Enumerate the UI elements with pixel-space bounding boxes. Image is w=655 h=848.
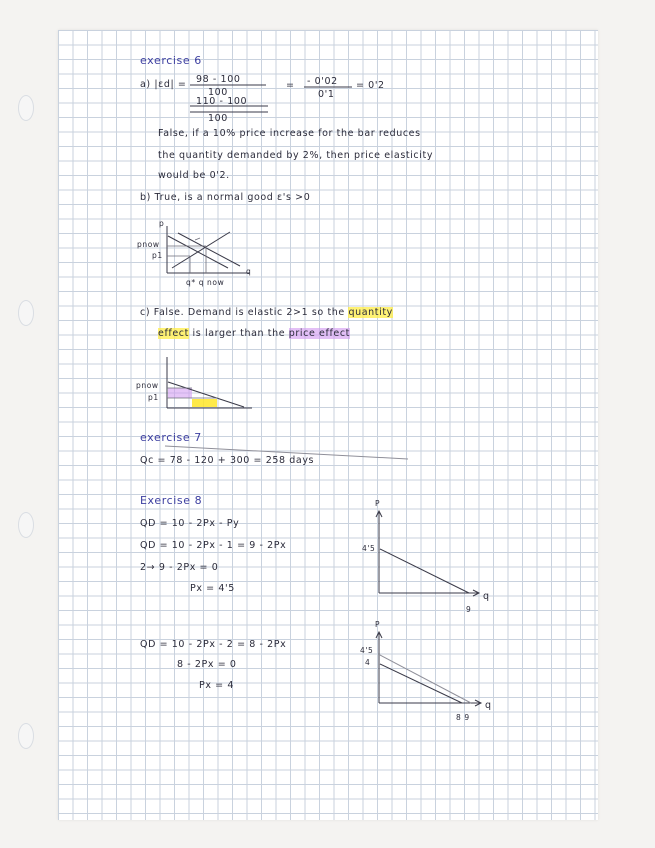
- part-c-line-2: [158, 329, 350, 339]
- exercise-8-title: Exercise 8: [140, 494, 203, 507]
- quantity-effect-area: [192, 399, 217, 407]
- exercise-6-title: exercise 6: [140, 54, 202, 67]
- ex8-equation-6: 8 - 2Px = 0: [177, 659, 237, 670]
- graph1-q-intercept: 9: [466, 605, 472, 614]
- graph-c-p1-label: p1: [148, 393, 159, 402]
- exercise-7-title: exercise 7: [140, 431, 202, 444]
- graph2-q-axis-label: q: [485, 700, 492, 711]
- part-c-larger: larger than the: [204, 328, 289, 339]
- part-a-line-3: would be 0'2.: [158, 170, 230, 181]
- part-a-result: = 0'2: [356, 80, 385, 91]
- graph-b-q-labels: q* q now: [186, 278, 225, 287]
- graph-b-p-axis-label: p: [159, 219, 165, 228]
- graph-b-pnew-label: pnow: [137, 240, 160, 249]
- graph-b-q-axis-label: q: [246, 267, 252, 276]
- graph2-p-top: 4'5: [360, 646, 374, 655]
- ex8-equation-3: 2→ 9 - 2Px = 0: [140, 562, 219, 573]
- highlight-price-effect: price effect: [288, 328, 350, 339]
- part-a-denominator: 110 - 100: [196, 96, 248, 107]
- graph-b: [167, 226, 250, 273]
- part-c-line-1-text: c) False. Demand is elastic 2>1 so the: [140, 307, 349, 318]
- ex8-equation-2: QD = 10 - 2Px - 1 = 9 - 2Px: [140, 540, 287, 551]
- exercise-7-line: Qc = 78 - 120 + 300 = 258 days: [140, 455, 315, 466]
- part-a-numerator-denominator: 100: [208, 87, 228, 98]
- highlight-effect: effect: [158, 328, 189, 339]
- part-a-numerator: 98 - 100: [196, 74, 241, 85]
- ex8-equation-4: Px = 4'5: [190, 583, 235, 594]
- part-a-fraction2-denominator: 0'1: [318, 89, 335, 100]
- graph-ex8-2: [376, 632, 481, 706]
- price-effect-area: [168, 388, 192, 398]
- graph-c-pnew-label: pnow: [136, 381, 159, 390]
- ex8-equation-1: QD = 10 - 2Px - Py: [140, 518, 240, 529]
- part-a-line-1: False, if a 10% price increase for the bar reduces: [158, 128, 421, 139]
- ex8-equation-7: Px = 4: [199, 680, 234, 691]
- graph2-q-intercept: 8 9: [456, 713, 470, 722]
- graph-c: [167, 357, 252, 408]
- part-c-line-1: [140, 308, 393, 318]
- graph1-p-axis-label: P: [375, 499, 381, 508]
- graph2-p-intercept: 4: [365, 658, 371, 667]
- part-a-line-2: the quantity demanded by 2%, then price elasticity: [158, 150, 434, 161]
- part-a-denominator-denominator: 100: [208, 113, 228, 124]
- part-c-is: is: [188, 328, 205, 339]
- part-a-fraction2-numerator: - 0'02: [307, 76, 338, 87]
- highlight-quantity: quantity: [348, 307, 393, 318]
- part-a-lhs: a) |εd| =: [140, 79, 187, 90]
- graph1-q-axis-label: q: [483, 591, 490, 602]
- graph-ex8-1: [376, 511, 479, 596]
- part-b-line: b) True, is a normal good ε's >0: [140, 192, 311, 203]
- ex8-equation-5: QD = 10 - 2Px - 2 = 8 - 2Px: [140, 639, 287, 650]
- graph2-p-axis-label: P: [375, 620, 381, 629]
- graph-b-p1-label: p1: [152, 251, 163, 260]
- part-a-equals: =: [286, 80, 295, 91]
- graph1-p-intercept: 4'5: [362, 544, 376, 553]
